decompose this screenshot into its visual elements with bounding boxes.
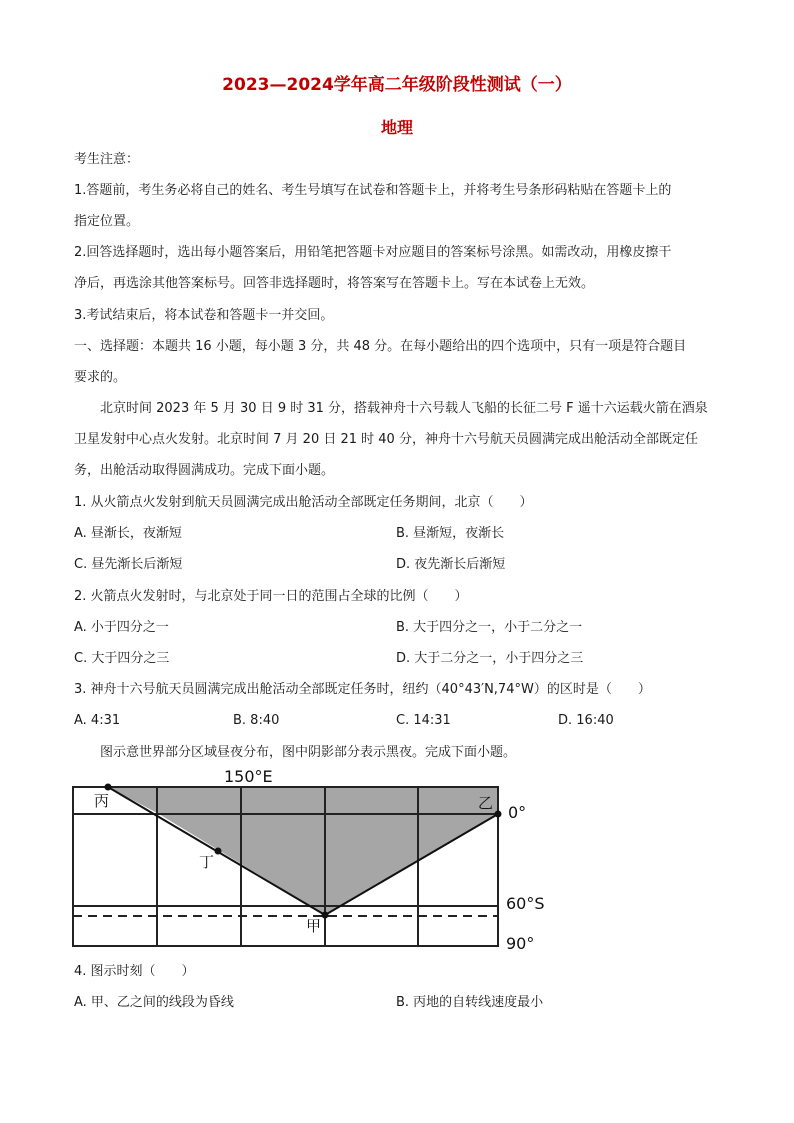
question-1-option-d: D. 夜先渐长后渐短: [396, 557, 506, 572]
question-3-option-c: C. 14:31: [396, 713, 451, 728]
question-2-option-a: A. 小于四分之一: [74, 620, 169, 635]
label-yi: 乙: [478, 794, 494, 812]
night-region: [108, 787, 498, 915]
section-heading: 一、选择题：本题共 16 小题，每小题 3 分，共 48 分。在每小题给出的四个选项中，只有一项是符合题目: [74, 339, 687, 354]
question-2-option-b: B. 大于四分之一，小于二分之一: [396, 620, 583, 635]
label-90-degree: 90°: [506, 934, 535, 953]
question-4-option-b: B. 丙地的自转线速度最小: [396, 995, 544, 1010]
point-jia-dot: [322, 912, 329, 919]
notice-line: 2.回答选择题时，选出每小题答案后，用铅笔把答题卡对应题目的答案标号涂黑。如需改动，用橡皮擦干: [74, 245, 672, 260]
day-night-figure: [0, 760, 794, 960]
label-150e: 150°E: [224, 767, 273, 786]
section-heading-cont: 要求的。: [74, 370, 127, 385]
question-3-option-d: D. 16:40: [558, 713, 614, 728]
label-0-degree: 0°: [508, 803, 527, 822]
question-4-option-a: A. 甲、乙之间的线段为昏线: [74, 995, 234, 1010]
question-3-stem: 3. 神舟十六号航天员圆满完成出舱活动全部既定任务时，纽约（40°43′N,74°W）的区时是（ ）: [74, 682, 651, 697]
passage-line: 卫星发射中心点火发射。北京时间 7 月 20 日 21 时 40 分，神舟十六号航天员圆满完成出舱活动全部既定任: [74, 432, 698, 447]
point-ding-dot: [215, 848, 222, 855]
question-2-option-d: D. 大于二分之一，小于四分之三: [396, 651, 584, 666]
label-ding: 丁: [199, 853, 215, 871]
question-1-option-b: B. 昼渐短，夜渐长: [396, 526, 505, 541]
label-jia: 甲: [306, 917, 322, 935]
question-3-option-a: A. 4:31: [74, 713, 121, 728]
notice-line: 3.考试结束后，将本试卷和答题卡一并交回。: [74, 308, 334, 323]
subject-title: 地理: [380, 118, 413, 137]
question-1-option-c: C. 昼先渐长后渐短: [74, 557, 183, 572]
question-2-stem: 2. 火箭点火发射时，与北京处于同一日的范围占全球的比例（ ）: [74, 589, 468, 604]
question-3-option-b: B. 8:40: [233, 713, 280, 728]
notice-line: 指定位置。: [74, 214, 140, 229]
point-yi-dot: [495, 811, 502, 818]
question-1-stem: 1. 从火箭点火发射到航天员圆满完成出舱活动全部既定任务期间，北京（ ）: [74, 495, 533, 510]
notice-heading: 考生注意：: [74, 152, 140, 167]
label-60s: 60°S: [506, 894, 545, 913]
notice-line: 1.答题前，考生务必将自己的姓名、考生号填写在试卷和答题卡上，并将考生号条形码粘贴在答题卡上的: [74, 183, 672, 198]
point-bing-dot: [105, 784, 112, 791]
figure-intro: 图示意世界部分区域昼夜分布，图中阴影部分表示黑夜。完成下面小题。: [100, 745, 517, 760]
exam-title: 2023—2024学年高二年级阶段性测试（一）: [222, 75, 572, 95]
question-1-option-a: A. 昼渐长，夜渐短: [74, 526, 182, 541]
passage-line: 务，出舱活动取得圆满成功。完成下面小题。: [74, 463, 335, 478]
question-2-option-c: C. 大于四分之三: [74, 651, 170, 666]
notice-line: 净后，再选涂其他答案标号。回答非选择题时，将答案写在答题卡上。写在本试卷上无效。: [74, 276, 595, 291]
label-bing: 丙: [94, 792, 110, 810]
passage-line: 北京时间 2023 年 5 月 30 日 9 时 31 分，搭载神舟十六号载人飞船的长征二号 F 遥十六运载火箭在酒泉: [100, 401, 708, 416]
question-4-stem: 4. 图示时刻（ ）: [74, 964, 195, 979]
